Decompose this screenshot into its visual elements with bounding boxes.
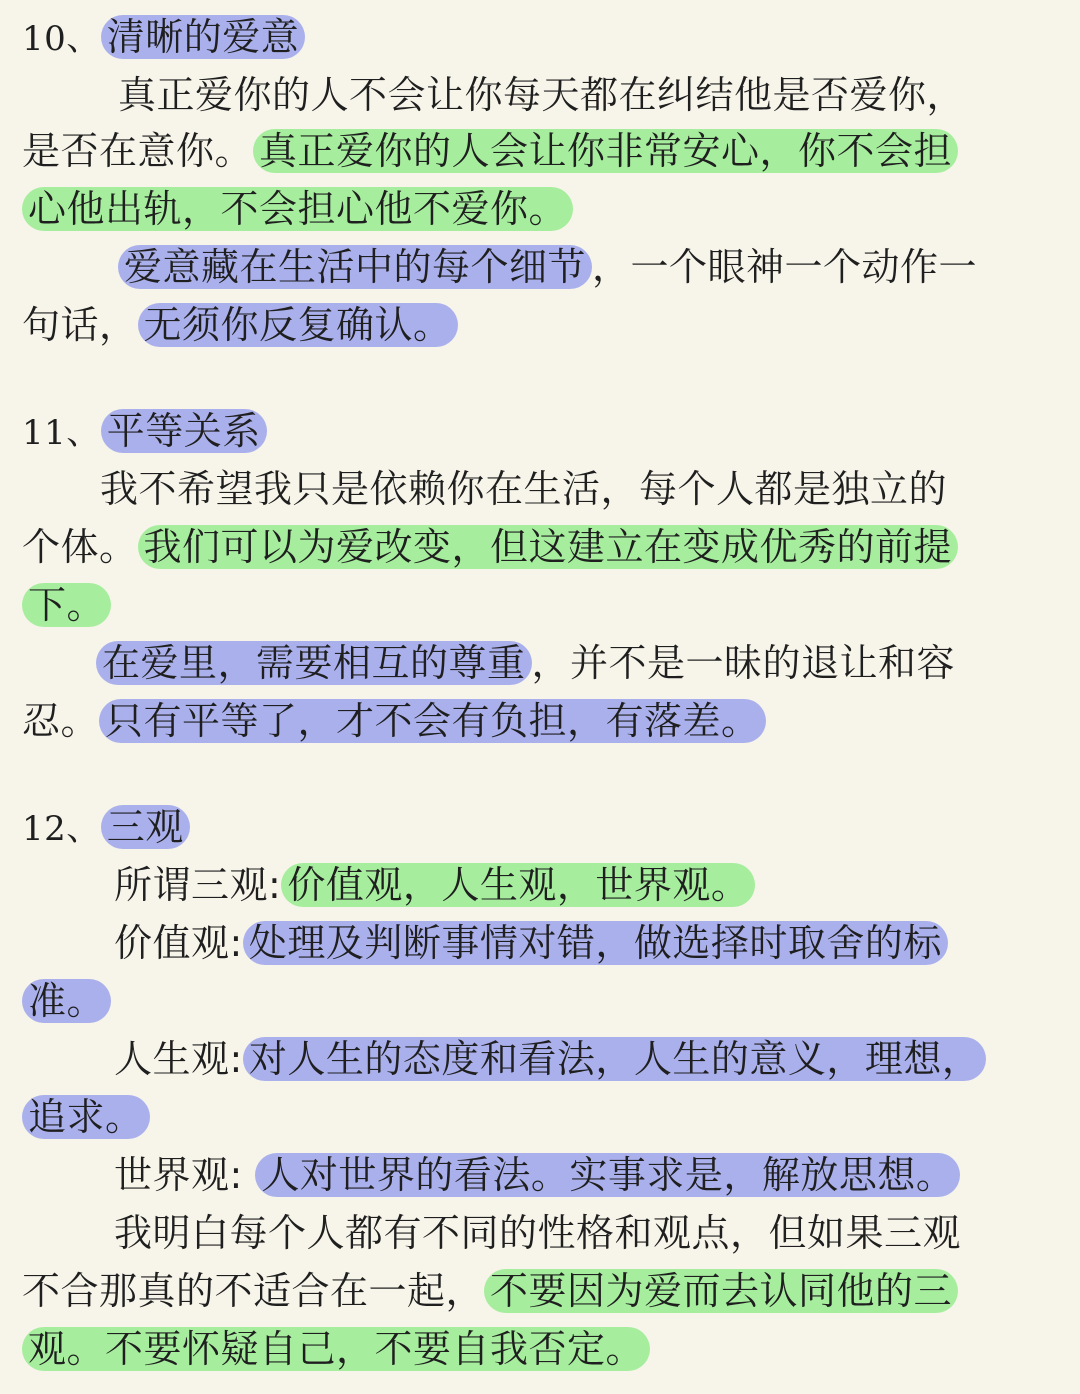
highlight-blue: 只有平等了，才不会有负担，有落差。 [99, 699, 766, 743]
highlight-blue: 人对世界的看法。实事求是，解放思想。 [255, 1153, 960, 1197]
highlight-blue: 对人生的态度和看法，人生的意义，理想， [243, 1037, 987, 1081]
paragraph-line [22, 862, 755, 908]
paragraph-line [22, 698, 766, 744]
paragraph-line [22, 920, 948, 966]
section-number: 10、 [22, 19, 101, 59]
section-number: 11、 [22, 413, 101, 453]
paragraph-line [22, 1210, 961, 1256]
text-run: ，一个眼神一个动作一 [592, 245, 978, 289]
highlight-green: 真正爱你的人会让你非常安心，你不会担 [253, 129, 958, 173]
highlight-green: 我们可以为爱改变，但这建立在变成优秀的前提 [138, 525, 959, 569]
text-run: 个体。 [22, 525, 138, 569]
paragraph-line [22, 1152, 960, 1198]
text-run: 不合那真的不适合在一起， [22, 1269, 485, 1313]
text-run: 我不希望我只是依赖你在生活，每个人都是独立的 [100, 467, 948, 511]
paragraph-line [22, 1036, 986, 1082]
text-run: 是否在意你。 [22, 129, 254, 173]
highlight-blue: 爱意藏在生活中的每个细节 [118, 245, 592, 289]
highlight-blue: 处理及判断事情对错，做选择时取舍的标 [243, 921, 948, 965]
highlight-blue: 准。 [22, 979, 111, 1023]
paragraph-line [22, 1094, 150, 1140]
text-run: ，并不是一昧的退让和容 [531, 641, 956, 685]
text-run: 人生观: [114, 1037, 243, 1081]
section-title: 三观 [101, 805, 190, 849]
text-run: 所谓三观: [114, 863, 282, 907]
highlight-green: 观。不要怀疑自己，不要自我否定。 [22, 1327, 650, 1371]
text-run: 价值观: [114, 921, 243, 965]
text-run: 真正爱你的人不会让你每天都在纠结他是否爱你， [118, 73, 966, 117]
paragraph-line [22, 302, 458, 348]
section-12-heading [22, 804, 190, 852]
paragraph-line [22, 978, 111, 1024]
paragraph-line [22, 1268, 958, 1314]
highlight-green: 下。 [22, 583, 111, 627]
text-run: 忍。 [22, 699, 100, 743]
paragraph-line [22, 1326, 650, 1372]
paragraph-line [22, 582, 111, 628]
highlight-blue: 在爱里，需要相互的尊重 [96, 641, 532, 685]
section-title: 平等关系 [101, 409, 267, 453]
section-11-heading [22, 408, 267, 456]
paragraph-line [22, 640, 955, 686]
highlight-green: 心他出轨，不会担心他不爱你。 [22, 187, 573, 231]
paragraph-line [22, 128, 958, 174]
paragraph-line [22, 186, 573, 232]
text-run: 世界观: [114, 1153, 256, 1197]
section-10-heading [22, 14, 305, 62]
section-number: 12、 [22, 809, 101, 849]
section-title: 清晰的爱意 [101, 15, 306, 59]
highlight-green: 价值观，人生观，世界观。 [281, 863, 755, 907]
paragraph-line [22, 244, 977, 290]
highlight-blue: 追求。 [22, 1095, 150, 1139]
paragraph-line [22, 524, 958, 570]
paragraph-line [22, 72, 965, 118]
highlight-green: 不要因为爱而去认同他的三 [484, 1269, 958, 1313]
highlight-blue: 无须你反复确认。 [138, 303, 458, 347]
paragraph-line [22, 466, 947, 512]
text-run: 句话， [22, 303, 138, 347]
text-run: 我明白每个人都有不同的性格和观点，但如果三观 [114, 1211, 962, 1255]
